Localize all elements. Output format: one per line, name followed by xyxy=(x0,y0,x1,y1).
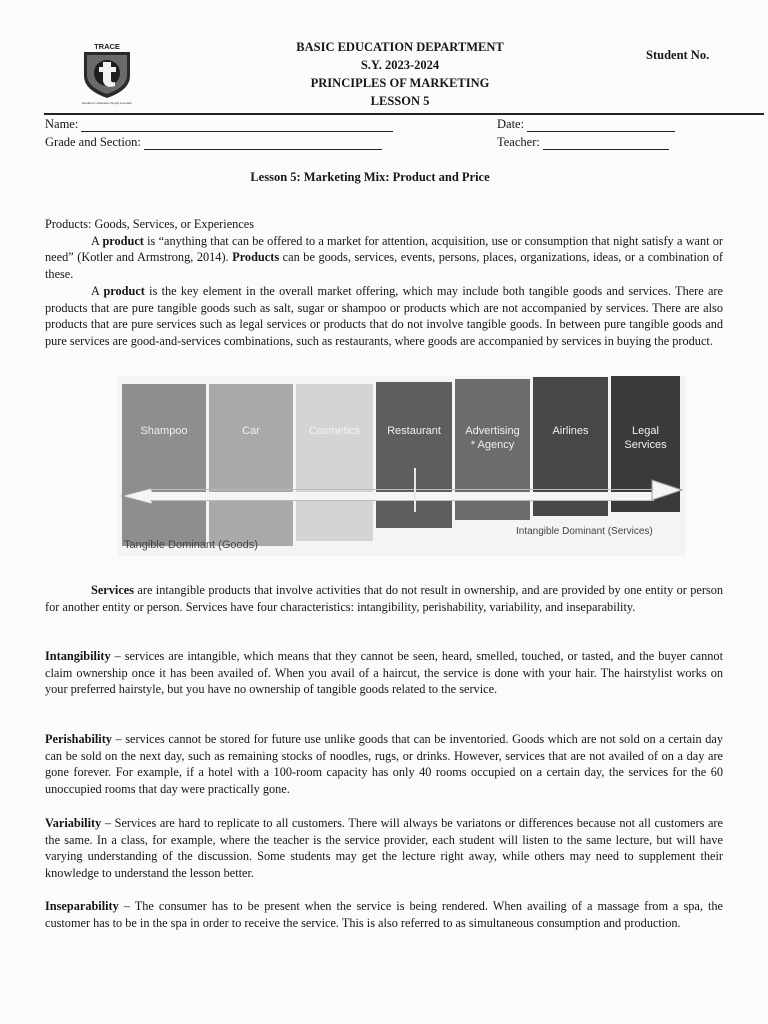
products-section xyxy=(45,216,723,350)
perishability-paragraph: Perishability – services cannot be stored for future use unlike goods that can be inventoried. Goods which are not sold on a certain day can be sold on the next day, such as remaining stocks of noodles, rugs, or drinks. However, services that are not availed of on a day are gone forever. For example, if a hotel with a 100-room capacity has only 40 rooms occupied on a certain day, the services for the 60 unoccupied rooms that day were practically gone. xyxy=(45,732,723,797)
variability-term: Variability xyxy=(45,816,102,830)
logo-text: TRACE xyxy=(94,42,120,51)
continuum-label-line2-advertising: * Agency xyxy=(470,439,515,451)
continuum-label-car: Car xyxy=(242,425,260,437)
variability-paragraph: Variability – Services are hard to replicate to all customers. There will always be variatons or differences because not all customers are the same. In a class, for example, where the teacher is the service provider, each student will listen to the same lecture, but will have varying understanding of the discussion. Some students may get the lecture right away, while others may need to supplement their knowledge to understand the lesson better. xyxy=(45,816,723,881)
product-definition-paragraph: A product is “anything that can be offered to a market for attention, acquisition, use or consumption that night satisfy a want or need” (Kotler and Armstrong, 2014). Products can be goods, services, events, persons, places, organizations, ideas, or a combination of these. xyxy=(45,233,723,282)
continuum-label-shampoo: Shampoo xyxy=(140,425,188,437)
name-field[interactable] xyxy=(45,117,393,132)
date-label: Date: xyxy=(497,117,525,131)
logo-tagline: Excellence in Education through Innovation xyxy=(82,102,132,105)
continuum-label-restaurant: Restaurant xyxy=(387,425,441,437)
continuum-column-car xyxy=(209,384,293,546)
continuum-label-advertising: Advertising xyxy=(465,425,520,437)
continuum-column-shampoo xyxy=(122,384,206,546)
teacher-field[interactable] xyxy=(497,135,669,150)
header-department: BASIC EDUCATION DEPARTMENT xyxy=(296,40,504,54)
products-heading: Products: Goods, Services, or Experiences xyxy=(45,217,254,231)
continuum-label-airlines: Airlines xyxy=(552,425,589,437)
student-number-label: Student No. xyxy=(646,48,710,62)
header-rule xyxy=(44,113,764,115)
grade-section-blank[interactable] xyxy=(144,137,382,150)
header-lesson: LESSON 5 xyxy=(370,94,430,108)
grade-section-field[interactable] xyxy=(45,135,382,150)
services-paragraph: Services are intangible products that involve activities that do not result in ownership, and are provided by one entity or person for another entity or person. Services have four characteristics: intangibility, perishability, variability, and inseparability. xyxy=(45,583,723,614)
continuum-label-line2-legal: Services xyxy=(624,439,667,451)
perishability-term: Perishability xyxy=(45,732,112,746)
teacher-label: Teacher: xyxy=(497,135,540,149)
teacher-blank[interactable] xyxy=(543,137,669,150)
inseparability-paragraph: Inseparability – The consumer has to be present when the service is being rendered. When availing of a massage from a spa, the customer has to be in the spa in order to receive the service. This is also referred to as simultaneous consumption and production. xyxy=(45,899,723,930)
inseparability-term: Inseparability xyxy=(45,899,119,913)
intangible-dominant-label: Intangible Dominant (Services) xyxy=(516,526,653,537)
lesson-title: Lesson 5: Marketing Mix: Product and Price xyxy=(250,170,490,184)
continuum-column-cosmetics xyxy=(296,384,373,541)
date-field[interactable] xyxy=(497,117,675,132)
name-label: Name: xyxy=(45,117,79,131)
goods-services-continuum-diagram xyxy=(118,376,686,556)
product-key-element-paragraph: A product is the key element in the overall market offering, which may include both tangible goods and services. There are products that are pure tangible goods such as salt, sugar or shampoo or products which are not accompanied by services. There are also products that are pure services such as legal services or products that do not involve tangible goods. In between pure tangible goods and pure services are good-and-services combinations, such as restaurants, where goods are accompanied by services in buying the product. xyxy=(45,283,723,348)
name-blank[interactable] xyxy=(81,119,393,132)
school-logo xyxy=(78,42,136,108)
intangibility-term: Intangibility xyxy=(45,649,111,663)
date-blank[interactable] xyxy=(527,119,675,132)
document-header xyxy=(200,38,600,110)
tangible-dominant-label: Tangible Dominant (Goods) xyxy=(124,539,258,551)
grade-section-label: Grade and Section: xyxy=(45,135,141,149)
header-subject: PRINCIPLES OF MARKETING xyxy=(310,76,490,90)
continuum-label-cosmetics: Cosmetics xyxy=(308,425,361,437)
continuum-label-legal: Legal xyxy=(632,425,659,437)
intangibility-paragraph: Intangibility – services are intangible, which means that they cannot be seen, heard, smelled, touched, or tasted, and the buyer cannot claim ownership once it has been availed of. When you avail of a haircut, the service is done with your hair. The hairstylist works on your preferred hairstyle, but you have no ownership of tangible goods related to the service. xyxy=(45,649,723,697)
header-school-year: S.Y. 2023-2024 xyxy=(360,58,440,72)
